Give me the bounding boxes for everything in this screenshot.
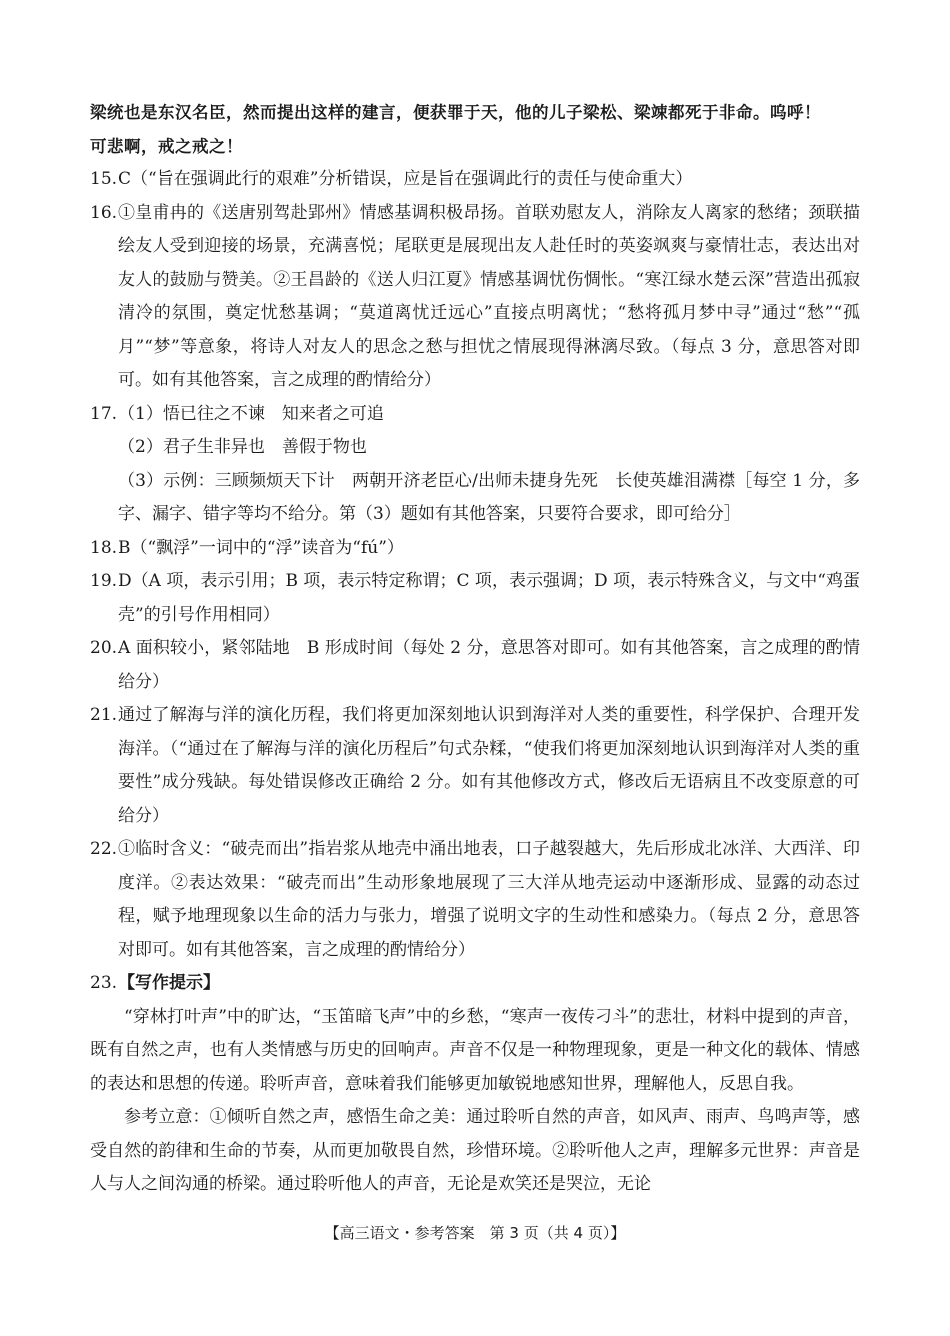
answer-text: ①皇甫冉的《送唐别驾赴郢州》情感基调积极昂扬。首联劝慰友人，消除友人离家的愁绪；颈联描绘友人受到迎接的场景，充满喜悦；尾联更是展现出友人赴任时的英姿飒爽与豪情壮志，表达出对友人的鼓励与赞美。②王昌龄的《送人归江夏》情感基调忧伤惆怅。“寒江绿水楚云深”营造出孤寂清冷的氛围，奠定忧愁基调；“莫道离忧迁远心”直接点明离忧；“愁将孤月梦中寻”通过“愁”“孤月”“梦”等意象，将诗人对友人的思念之愁与担忧之情展现得淋漓尽致。（每点 3 分，意思答对即可。如有其他答案，言之成理的酌情给分） — [118, 202, 860, 390]
answer-number: 17. — [90, 403, 118, 424]
answer-text: 通过了解海与洋的演化历程，我们将更加深刻地认识到海洋对人类的重要性，科学保护、合理开发海洋。（“通过在了解海与洋的演化历程后”句式杂糅，“使我们将更加深刻地认识到海洋对人类的重要性”成分残缺。每处错误修改正确给 2 分。如有其他修改方式，修改后无语病且不改变原意的可给分） — [118, 705, 860, 826]
answer-20 — [90, 632, 860, 699]
answer-text: A 面积较小，紧邻陆地 B 形成时间（每处 2 分，意思答对即可。如有其他答案，言之成理的酌情给分） — [118, 638, 860, 692]
answer-number: 21. — [90, 705, 118, 725]
intro-line-1: 梁统也是东汉名臣，然而提出这样的建言，便获罪于天，他的儿子梁松、梁竦都死于非命。呜呼！ — [90, 103, 821, 122]
answer-number: 20. — [90, 638, 118, 658]
answer-text: B（“飘浮”一词中的“浮”读音为“fú”） — [118, 537, 404, 558]
answer-number: 23. — [90, 973, 118, 993]
answer-number: 18. — [90, 537, 118, 558]
answer-16 — [90, 197, 860, 398]
answer-17-line-3: （3）示例：三顾频烦天下计 两朝开济老臣心/出师未捷身先死 长使英雄泪满襟［每空 1 分，多字、漏字、错字等均不给分。第（3）题如有其他答案，只要符合要求，即可给分］ — [118, 470, 860, 524]
answer-15 — [90, 163, 860, 197]
answer-22 — [90, 833, 860, 967]
answer-23 — [90, 967, 860, 1001]
writing-tips-heading: 【写作提示】 — [118, 973, 220, 993]
intro-line-2: 可悲啊，戒之戒之！ — [90, 136, 243, 156]
writing-tips-paragraph-1: “穿林打叶声”中的旷达，“玉笛暗飞声”中的乡愁，“寒声一夜传刁斗”的悲壮，材料中提到的声音，既有自然之声，也有人类情感与历史的回响声。声音不仅是一种物理现象，更是一种文化的载体、情感的表达和思想的传递。聆听声音，意味着我们能够更加敏锐地感知世界，理解他人，反思自我。 — [90, 1006, 860, 1094]
answer-text: （1）悟已往之不谏 知来者之可追 — [118, 403, 384, 424]
answer-17-line-2: （2）君子生非异也 善假于物也 — [118, 437, 367, 457]
answer-number: 22. — [90, 839, 118, 859]
answer-text: ①临时含义：“破壳而出”指岩浆从地壳中涌出地表，口子越裂越大，先后形成北冰洋、大西洋、印度洋。②表达效果：“破壳而出”生动形象地展现了三大洋从地壳运动中逐渐形成、显露的动态过程，赋予地理现象以生命的活力与张力，增强了说明文字的生动性和感染力。（每点 2 分，意思答对即可。如有其他答案，言之成理的酌情给分） — [118, 839, 860, 960]
answer-17 — [90, 398, 860, 432]
writing-tips-paragraph-2: 参考立意：①倾听自然之声，感悟生命之美：通过聆听自然的声音，如风声、雨声、鸟鸣声等，感受自然的韵律和生命的节奏，从而更加敬畏自然，珍惜环境。②聆听他人之声，理解多元世界：声音是人与人之间沟通的桥梁。通过聆听他人的声音，无论是欢笑还是哭泣，无论 — [90, 1107, 860, 1194]
answer-page — [90, 96, 860, 1202]
answer-21 — [90, 699, 860, 833]
answer-number: 16. — [90, 202, 118, 223]
answer-number: 19. — [90, 571, 118, 591]
page-footer: 【高三语文・参考答案 第 3 页（共 4 页）】 — [324, 1224, 626, 1242]
answer-text: D（A 项，表示引用；B 项，表示特定称谓；C 项，表示强调；D 项，表示特殊含义，与文中“鸡蛋壳”的引号作用相同） — [118, 571, 860, 625]
answer-18 — [90, 532, 860, 566]
answer-19 — [90, 565, 860, 632]
answer-number: 15. — [90, 169, 118, 189]
answer-text: C（“旨在强调此行的艰难”分析错误，应是旨在强调此行的责任与使命重大） — [118, 169, 693, 189]
